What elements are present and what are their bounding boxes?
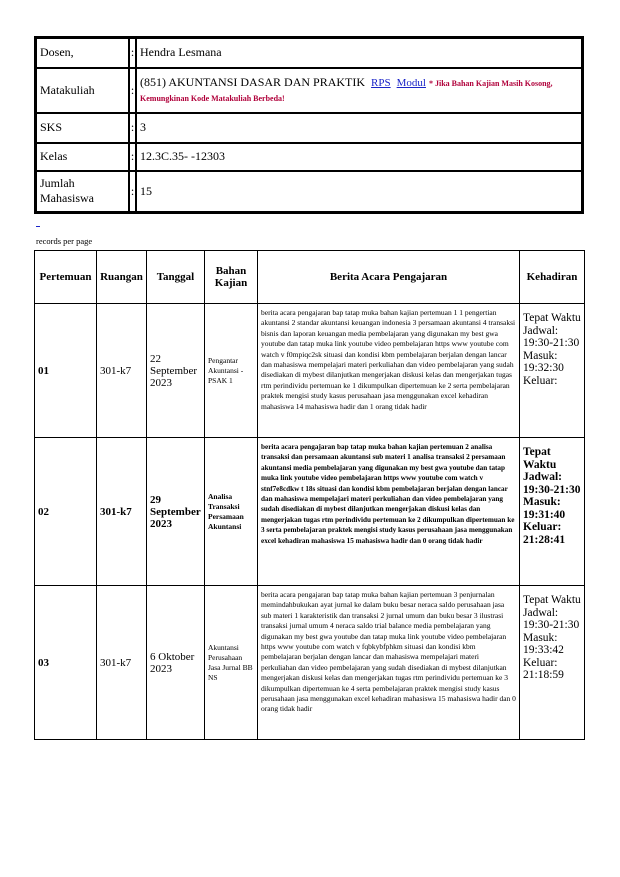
ruangan-cell: 301-k7 — [97, 438, 147, 586]
tanggal-cell: 22 September 2023 — [147, 304, 205, 438]
separator: : — [129, 143, 136, 171]
jumlah-row — [36, 171, 583, 213]
kehadiran-cell: Tepat Waktu Jadwal: 19:30-21:30 Masuk: 19:31:40 Keluar: 21:28:41 — [520, 438, 585, 586]
jumlah-label: Jumlah Mahasiswa — [36, 171, 130, 213]
table-row — [35, 586, 585, 740]
pertemuan-cell: 02 — [35, 438, 97, 586]
warning-note: * Jika Bahan Kajian Masih Kosong, Kemungkinan Kode Matakuliah Berbeda! — [140, 79, 553, 103]
berita-acara-cell: berita acara pengajaran bap tatap muka bahan kajian pertemuan 3 penjurnalan memindahbukukan ayat jurnal ke dalam buku besar neraca saldo perusahaan jasa sub materi 1 karakteristik dan transaksi 2 jurnal umum dan buku besar 3 ilustrasi transaksi jurnal umum 4 neraca saldo trial balance media pembelajaran yang digunakan my best gwa youtube dan tatap muka link youtube video pembelajaran https www youtube com watch v fqbkybfphkm situasi dan kondisi kbm pembelajaran berjalan dengan lancar dan mahasiswa mempelajari materi perkuliahan dan video pembelajaran yang sudah disediakan di mybest dilanjutkan mengerjakan diskusi kelas dan mengerjakan tugas rtm perindividu pertemuan ke 3 dikumpulkan dipertemuan ke 4 serta pembelajaran praktek mengisi study kasus perusahaan jasa menggunakan excel kehadiran mahasiswa 15 mahasiswa hadir dan 0 orang tidak hadir — [258, 586, 520, 740]
sks-row — [36, 113, 583, 143]
jumlah-value: 15 — [136, 171, 583, 213]
kehadiran-cell: Tepat Waktu Jadwal: 19:30-21:30 Masuk: 19:33:42 Keluar: 21:18:59 — [520, 586, 585, 740]
tanggal-cell: 6 Oktober 2023 — [147, 586, 205, 740]
kelas-value: 12.3C.35- -12303 — [136, 143, 583, 171]
matakuliah-cell — [136, 68, 583, 113]
tanggal-cell: 29 September 2023 — [147, 438, 205, 586]
bap-table — [34, 250, 585, 740]
modul-link[interactable]: Modul — [396, 77, 426, 89]
separator: : — [129, 113, 136, 143]
matakuliah-row — [36, 68, 583, 113]
header-row — [35, 251, 585, 304]
table-row — [35, 438, 585, 586]
separator: : — [129, 68, 136, 113]
ruangan-cell: 301-k7 — [97, 586, 147, 740]
header-tanggal: Tanggal — [147, 251, 205, 304]
pertemuan-cell: 01 — [35, 304, 97, 438]
header-pertemuan: Pertemuan — [35, 251, 97, 304]
sks-label: SKS — [36, 113, 130, 143]
course-info-table — [34, 36, 584, 214]
header-berita-acara: Berita Acara Pengajaran — [258, 251, 520, 304]
pertemuan-cell: 03 — [35, 586, 97, 740]
header-ruangan: Ruangan — [97, 251, 147, 304]
ruangan-cell: 301-k7 — [97, 304, 147, 438]
dosen-value: Hendra Lesmana — [136, 38, 583, 68]
dosen-label: Dosen, — [36, 38, 130, 68]
header-bahan-kajian: Bahan Kajian — [205, 251, 258, 304]
header-kehadiran: Kehadiran — [520, 251, 585, 304]
bahan-kajian-cell: Analisa Transaksi Persamaan Akuntansi — [205, 438, 258, 586]
sks-value: 3 — [136, 113, 583, 143]
matakuliah-value: (851) AKUNTANSI DASAR DAN PRAKTIK — [140, 75, 366, 89]
records-per-page-label: records per page — [36, 236, 93, 246]
matakuliah-label: Matakuliah — [36, 68, 130, 113]
rps-link[interactable]: RPS — [371, 77, 391, 89]
berita-acara-cell: berita acara pengajaran bap tatap muka bahan kajian pertemuan 1 1 pengertian akuntansi 2 standar akuntansi keuangan indonesia 3 persamaan akuntansi 4 transaksi bisnis dan laporan keuangan media pembelajaran yang digunakan my best gwa youtube dan tatap muka link youtube video pembelajaran https www youtube com watch v f0mpiqc2sk situasi dan kondisi kbm pembelajaran berjalan dengan lancar dan mahasiswa mempelajari materi perkuliahan dan video pembelajaran yang sudah disediakan di mybest dilanjutkan mengerjakan diskusi kelas dan mengerjakan tugas rtm perindividu pertemuan ke 1 dikumpulkan dipertemuan ke 2 serta pembelajaran praktek mengisi study kasus perusahaan jasa menggunakan excel kehadiran mahasiswa 14 mahasiswa hadir dan 1 orang tidak hadir — [258, 304, 520, 438]
kehadiran-cell: Tepat Waktu Jadwal: 19:30-21:30 Masuk: 19:32:30 Keluar: — [520, 304, 585, 438]
bahan-kajian-cell: Akuntansi Perusahaan Jasa Jurnal BB NS — [205, 586, 258, 740]
separator: : — [129, 38, 136, 68]
dosen-row — [36, 38, 583, 68]
kelas-label: Kelas — [36, 143, 130, 171]
anchor-link[interactable] — [36, 226, 40, 227]
bahan-kajian-cell: Pengantar Akuntansi - PSAK 1 — [205, 304, 258, 438]
kelas-row — [36, 143, 583, 171]
berita-acara-cell: berita acara pengajaran bap tatap muka bahan kajian pertemuan 2 analisa transaksi dan persamaan akuntansi sub materi 1 analisa transaksi 2 persamaan akuntansi media pembelajaran yang digunakan my best gwa youtube dan tatap muka link youtube video pembelajaran https www youtube com watch v stnf7e8cdkw t 18s situasi dan kondisi kbm pembelajaran berjalan dengan lancar dan mahasiswa mempelajari materi perkuliahan dan video pembelajaran yang sudah disediakan di mybest dilanjutkan mengerjakan diskusi kelas dan mengerjakan tugas rtm perindividu pertemuan ke 2 dikumpulkan dipertemuan ke 3 serta pembelajaran praktek mengisi study kasus perusahaan jasa menggunakan excel kehadiran mahasiswa 15 mahasiswa hadir dan 0 orang tidak hadir — [258, 438, 520, 586]
table-row — [35, 304, 585, 438]
separator: : — [129, 171, 136, 213]
